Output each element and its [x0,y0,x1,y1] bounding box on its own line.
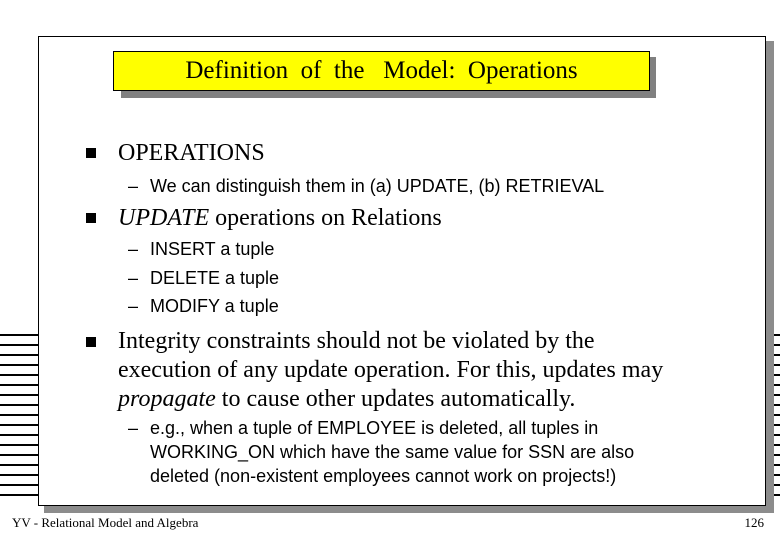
propagate-emphasis: propagate [118,386,216,412]
bullet-update-operations [118,204,442,233]
bullet-operations: OPERATIONS [118,140,265,166]
bullet-integrity-line3 [118,385,575,414]
decorative-stripes-left [0,334,40,502]
bullet-integrity-line1: Integrity constraints should not be violated by the [118,328,595,354]
sub-bullet-insert [128,237,274,261]
footer-page-number: 126 [744,515,764,530]
bullet-integrity-line2: execution of any update operation. For this, updates may [118,357,664,383]
sub-bullet-distinguish [128,174,604,198]
example-line2: WORKING_ON which have the same value for SSN are also [150,442,635,462]
slide-title: Definition of the Model: Operations [113,51,650,91]
dash-marker: – [128,268,139,288]
bullet-square [86,337,96,347]
update-rest: operations on Relations [209,205,442,231]
sub-bullet-delete [128,266,279,290]
bullet-square [86,148,96,158]
update-emphasis: UPDATE [118,205,210,231]
sub-bullet-text: INSERT a tuple [150,239,275,259]
sub-bullet-example [128,416,634,488]
example-line1: e.g., when a tuple of EMPLOYEE is deleted, all tuples in [150,418,599,438]
bullet-square [86,213,96,223]
dash-marker: – [128,176,139,196]
dash-marker: – [128,418,139,438]
sub-bullet-text: DELETE a tuple [150,268,280,288]
sub-bullet-text: MODIFY a tuple [150,296,279,316]
footer-course-title: YV - Relational Model and Algebra [12,515,199,530]
sub-bullet-modify [128,294,279,318]
propagate-rest: to cause other updates automatically. [215,386,576,412]
dash-marker: – [128,239,139,259]
example-line3: deleted (non-existent employees cannot work on projects!) [150,466,617,486]
dash-marker: – [128,296,139,316]
example-text [150,416,634,488]
sub-bullet-text: We can distinguish them in (a) UPDATE, (b) RETRIEVAL [150,176,605,196]
